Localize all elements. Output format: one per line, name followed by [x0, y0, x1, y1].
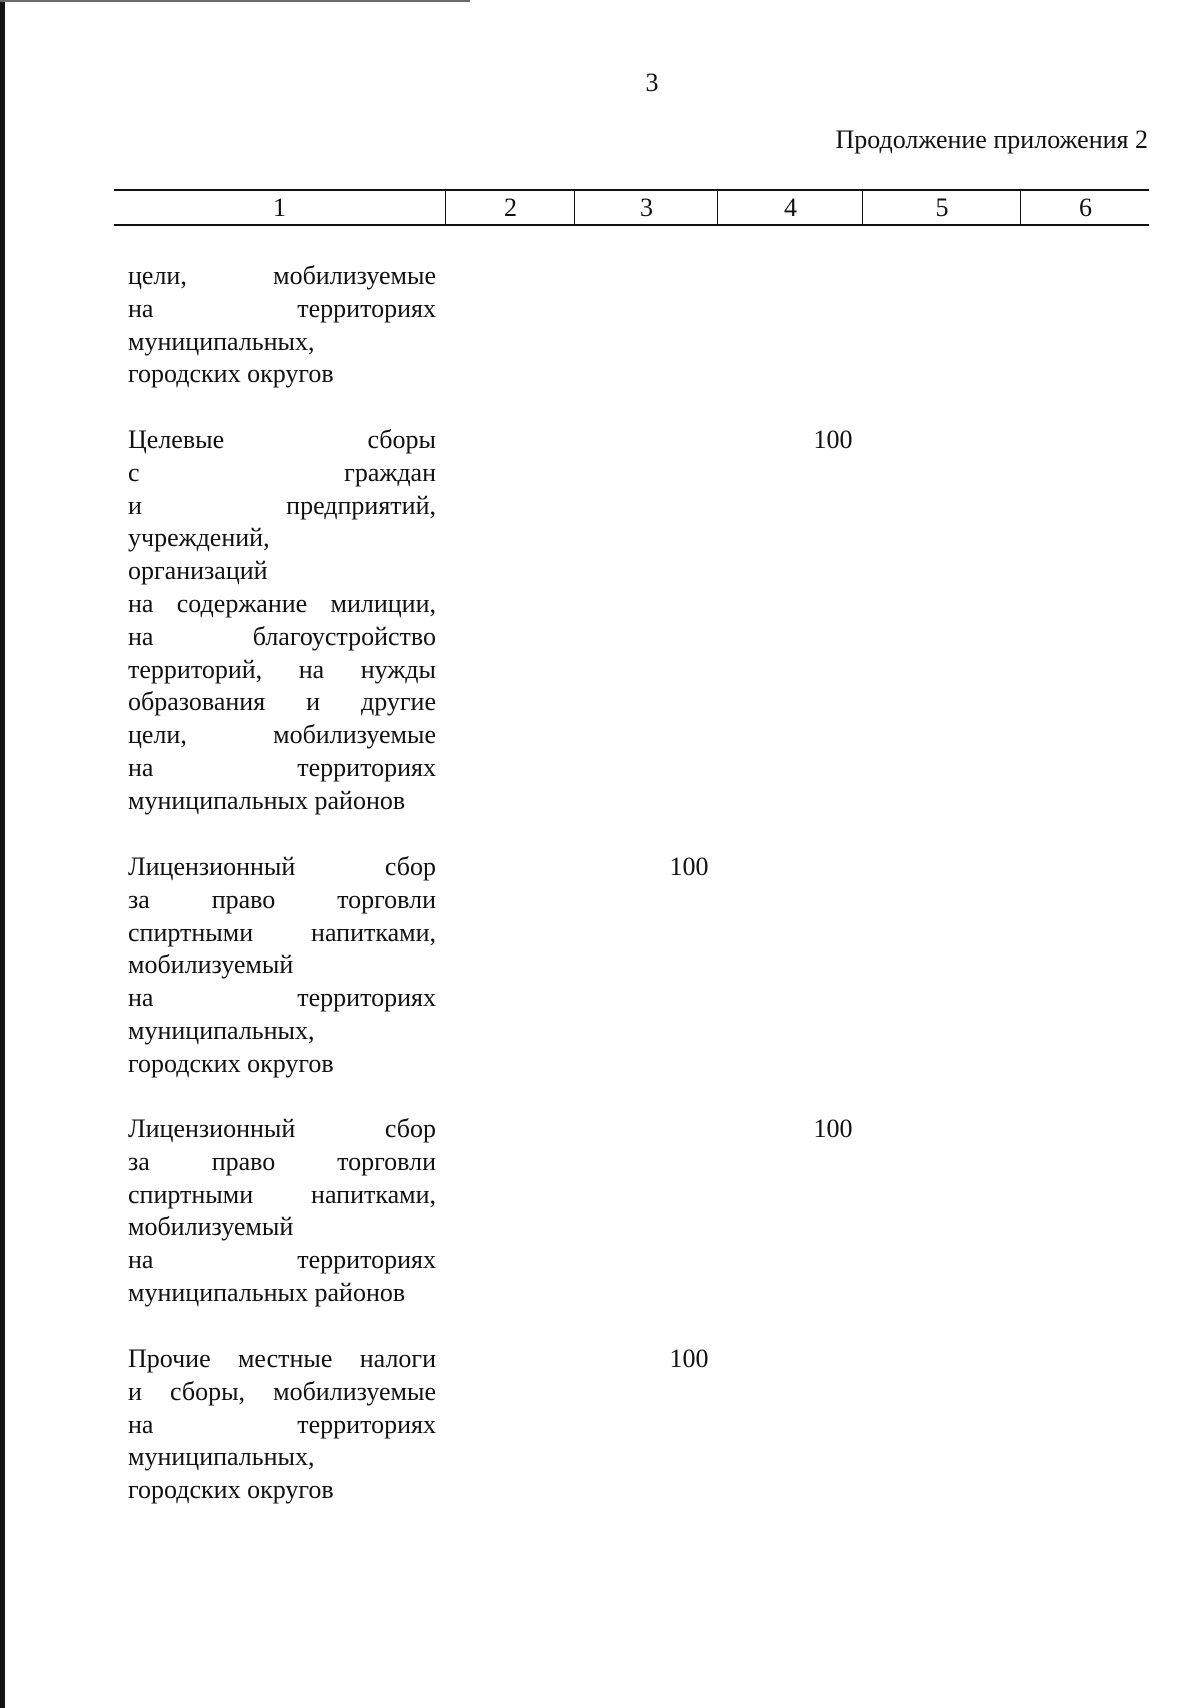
label-line: организаций — [128, 556, 268, 586]
label-line: муниципальных, — [128, 1015, 315, 1045]
table-header-row — [114, 189, 1149, 226]
label-line: на территориях — [128, 752, 436, 782]
table-cell-col-4: 100 — [813, 425, 853, 454]
label-line: городских округов — [128, 359, 334, 389]
label-line: городских округов — [128, 1475, 334, 1505]
label-line: территорий, на нужды — [128, 654, 436, 684]
table-header-col-2: 2 — [445, 191, 575, 224]
label-line: мобилизуемый — [128, 950, 294, 980]
label-line: цели, мобилизуемые — [128, 261, 436, 290]
label-line: на содержание милиции, — [128, 588, 436, 618]
label-line: цели, мобилизуемые — [128, 720, 436, 750]
label-line: образования и другие — [128, 687, 436, 717]
label-line: муниципальных районов — [128, 1277, 406, 1307]
label-line: Лицензионный сбор — [128, 1114, 436, 1143]
table-row-label — [128, 424, 436, 818]
label-line: Лицензионный сбор — [128, 852, 436, 881]
label-line: учреждений, — [128, 523, 270, 553]
label-line: и предприятий, — [128, 490, 436, 520]
label-line: муниципальных, — [128, 326, 315, 356]
label-line: муниципальных районов — [128, 785, 406, 815]
table-cell-col-3: 100 — [669, 852, 709, 881]
page-number: 3 — [645, 68, 659, 97]
label-line: на благоустройство — [128, 621, 436, 651]
appendix-continuation-note: Продолжение приложения 2 — [835, 125, 1148, 154]
table-header-col-4: 4 — [717, 191, 863, 224]
label-line: на территориях — [128, 293, 436, 323]
table-cell-col-3: 100 — [669, 1344, 709, 1373]
label-line: на территориях — [128, 983, 436, 1013]
label-line: за право торговли — [128, 884, 436, 914]
scan-edge-top — [0, 0, 470, 2]
label-line: на территориях — [128, 1245, 436, 1275]
table-row-label — [128, 1343, 436, 1507]
label-line: городских округов — [128, 1048, 334, 1078]
table-header-col-5: 5 — [862, 191, 1021, 224]
label-line: Прочие местные налоги — [128, 1344, 436, 1373]
label-line: и сборы, мобилизуемые — [128, 1376, 436, 1406]
scan-edge-left — [0, 0, 5, 1708]
table-row-label — [128, 260, 436, 391]
table-cell-col-4: 100 — [813, 1114, 853, 1143]
table-header-col-6: 6 — [1020, 191, 1150, 224]
label-line: на территориях — [128, 1409, 436, 1439]
table-row-label — [128, 851, 436, 1081]
table-header-col-1: 1 — [273, 193, 286, 222]
label-line: муниципальных, — [128, 1442, 315, 1472]
label-line: спиртными напитками, — [128, 1179, 436, 1209]
table-row-label — [128, 1113, 436, 1310]
label-line: спиртными напитками, — [128, 917, 436, 947]
table-header-col-3: 3 — [574, 191, 718, 224]
label-line: с граждан — [128, 457, 436, 487]
label-line: за право торговли — [128, 1146, 436, 1176]
label-line: Целевые сборы — [128, 425, 436, 454]
label-line: мобилизуемый — [128, 1212, 294, 1242]
